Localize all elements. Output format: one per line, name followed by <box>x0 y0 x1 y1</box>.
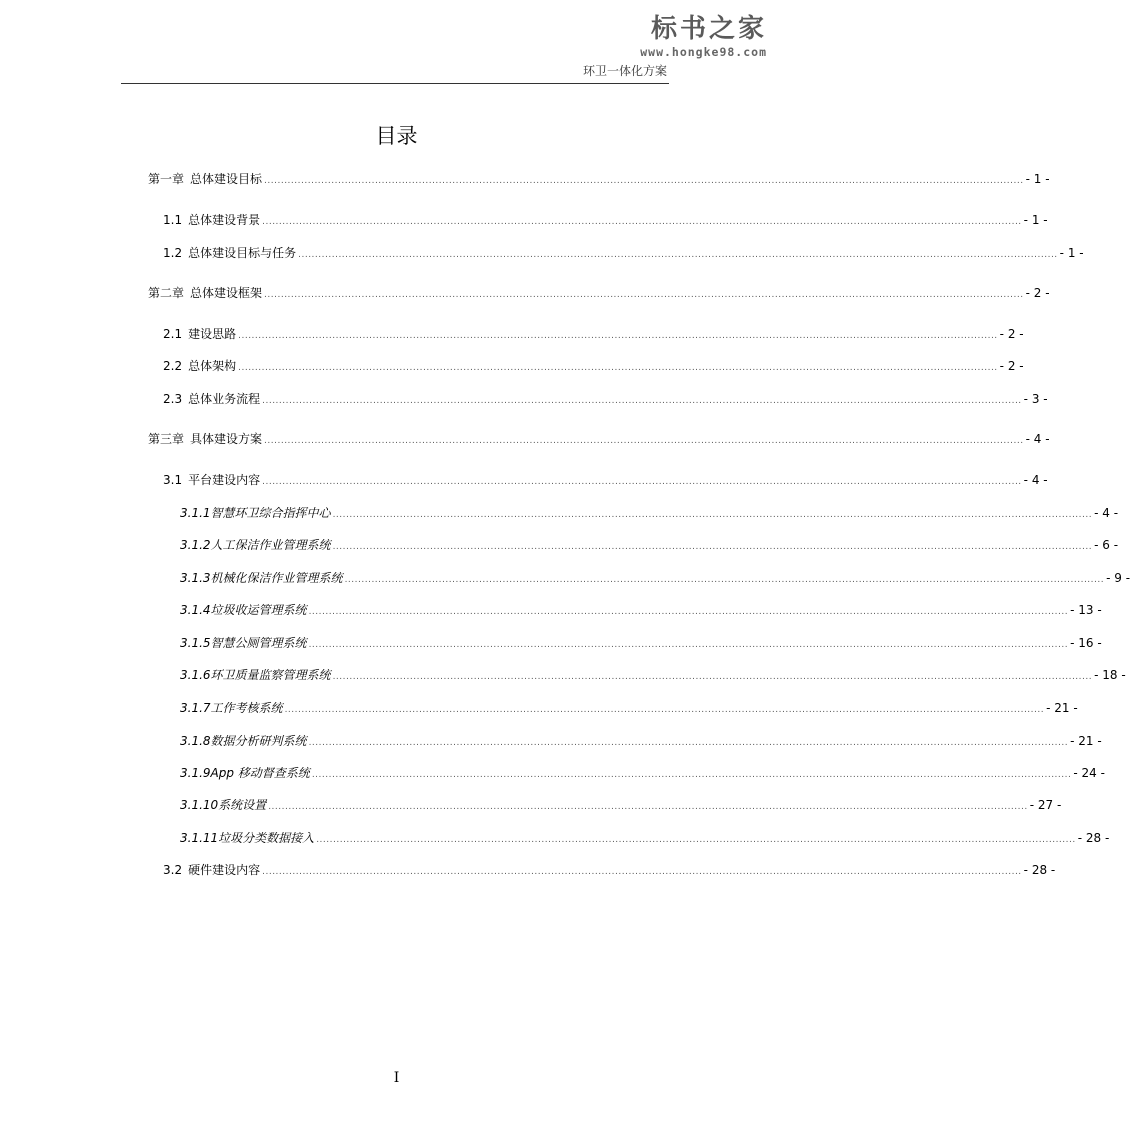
toc-entry-1-2[interactable] <box>163 245 1084 263</box>
toc-title: 目录 <box>375 124 418 148</box>
toc-entry-number: 3.1.6 <box>180 668 211 682</box>
toc-entry-number: 2.3 <box>163 392 183 406</box>
toc-leader-dots: .................................................................................................................................................................................................................................. <box>308 607 1069 617</box>
toc-entry-chapter-3[interactable] <box>148 431 1050 449</box>
toc-entry-text: 人工保洁作业管理系统 <box>210 538 331 552</box>
toc-entry-page: - 4 - <box>1025 432 1050 446</box>
toc-entry-number: 1.1 <box>163 213 183 227</box>
toc-entry-3-1-5[interactable] <box>180 635 1102 653</box>
toc-entry-2-1[interactable] <box>163 326 1024 344</box>
toc-entry-number: 第二章 <box>148 286 185 300</box>
toc-entry-number: 2.1 <box>163 327 183 341</box>
toc-entry-number: 3.1.10 <box>180 798 219 812</box>
toc-entry-page: - 4 - <box>1023 473 1048 487</box>
toc-leader-dots: .................................................................................................................................................................................................................................. <box>262 867 1022 877</box>
toc-entry-number: 3.1.5 <box>180 636 211 650</box>
toc-entry-text: 智慧公厕管理系统 <box>210 636 307 650</box>
toc-entry-page: - 16 - <box>1070 636 1102 650</box>
toc-entry-3-1-6[interactable] <box>180 667 1126 685</box>
toc-leader-dots: .................................................................................................................................................................................................................................. <box>308 640 1069 650</box>
toc-entry-number: 1.2 <box>163 246 183 260</box>
toc-entry-number: 3.1.11 <box>180 831 219 845</box>
toc-entry-text: 平台建设内容 <box>188 473 261 487</box>
toc-leader-dots: .................................................................................................................................................................................................................................. <box>344 575 1105 585</box>
toc-leader-dots: .................................................................................................................................................................................................................................. <box>238 331 998 341</box>
toc-entry-page: - 28 - <box>1077 831 1110 845</box>
toc-leader-dots: .................................................................................................................................................................................................................................. <box>262 217 1022 227</box>
toc-entry-chapter-1[interactable] <box>148 171 1050 189</box>
toc-leader-dots: .................................................................................................................................................................................................................................. <box>284 705 1045 715</box>
toc-leader-dots: .................................................................................................................................................................................................................................. <box>262 477 1022 487</box>
toc-entry-chapter-2[interactable] <box>148 285 1050 303</box>
toc-entry-page: - 24 - <box>1073 766 1105 780</box>
toc-entry-page: - 1 - <box>1025 172 1050 186</box>
toc-entry-number: 3.1.8 <box>180 734 211 748</box>
toc-entry-page: - 28 - <box>1023 863 1056 877</box>
toc-entry-text: 总体架构 <box>188 359 237 373</box>
toc-entry-text: 工作考核系统 <box>210 701 283 715</box>
toc-entry-text: 系统设置 <box>218 798 267 812</box>
toc-entry-3-1-7[interactable] <box>180 700 1078 718</box>
header-divider <box>121 83 669 84</box>
toc-entry-3-1-1[interactable] <box>180 505 1119 523</box>
toc-entry-page: - 6 - <box>1094 538 1119 552</box>
toc-leader-dots: .................................................................................................................................................................................................................................. <box>264 176 1024 186</box>
toc-entry-number: 3.1 <box>163 473 183 487</box>
toc-leader-dots: .................................................................................................................................................................................................................................. <box>316 835 1076 845</box>
toc-leader-dots: .................................................................................................................................................................................................................................. <box>332 510 1093 520</box>
toc-entry-text: App 移动督查系统 <box>210 766 310 780</box>
document-header-title: 环卫一体化方案 <box>582 64 667 78</box>
toc-leader-dots: .................................................................................................................................................................................................................................. <box>298 250 1058 260</box>
toc-leader-dots: .................................................................................................................................................................................................................................. <box>332 542 1093 552</box>
toc-entry-page: - 13 - <box>1070 603 1102 617</box>
toc-entry-page: - 2 - <box>999 327 1024 341</box>
toc-entry-3-2[interactable] <box>163 862 1056 880</box>
toc-entry-page: - 21 - <box>1046 701 1078 715</box>
toc-entry-text: 智慧环卫综合指挥中心 <box>210 506 331 520</box>
toc-entry-text: 机械化保洁作业管理系统 <box>210 571 343 585</box>
toc-entry-text: 数据分析研判系统 <box>210 734 307 748</box>
toc-entry-2-2[interactable] <box>163 358 1024 376</box>
toc-entry-3-1-9[interactable] <box>180 765 1105 783</box>
toc-entry-2-3[interactable] <box>163 391 1048 409</box>
toc-entry-page: - 2 - <box>1025 286 1050 300</box>
toc-entry-text: 总体业务流程 <box>188 392 261 406</box>
toc-entry-number: 3.1.7 <box>180 701 211 715</box>
toc-entry-page: - 27 - <box>1029 798 1062 812</box>
toc-entry-text: 具体建设方案 <box>190 432 263 446</box>
toc-entry-number: 2.2 <box>163 359 183 373</box>
toc-entry-number: 3.1.4 <box>180 603 211 617</box>
toc-entry-3-1[interactable] <box>163 472 1048 490</box>
toc-entry-number: 3.2 <box>163 863 183 877</box>
toc-entry-page: - 4 - <box>1094 506 1119 520</box>
toc-entry-number: 3.1.3 <box>180 571 211 585</box>
toc-entry-page: - 9 - <box>1106 571 1130 585</box>
site-logo <box>640 14 767 59</box>
toc-leader-dots: .................................................................................................................................................................................................................................. <box>262 396 1022 406</box>
toc-entry-text: 垃圾分类数据接入 <box>218 831 315 845</box>
toc-entry-3-1-11[interactable] <box>180 830 1110 848</box>
toc-leader-dots: .................................................................................................................................................................................................................................. <box>238 363 998 373</box>
toc-entry-3-1-3[interactable] <box>180 570 1130 588</box>
toc-leader-dots: .................................................................................................................................................................................................................................. <box>268 802 1028 812</box>
toc-entry-3-1-2[interactable] <box>180 537 1119 555</box>
toc-leader-dots: .................................................................................................................................................................................................................................. <box>308 738 1069 748</box>
toc-entry-page: - 2 - <box>999 359 1024 373</box>
toc-leader-dots: .................................................................................................................................................................................................................................. <box>264 436 1024 446</box>
toc-entry-3-1-8[interactable] <box>180 733 1102 751</box>
toc-entry-1-1[interactable] <box>163 212 1048 230</box>
toc-entry-text: 总体建设目标 <box>190 172 263 186</box>
toc-entry-number: 第一章 <box>148 172 185 186</box>
toc-entry-text: 垃圾收运管理系统 <box>210 603 307 617</box>
toc-entry-text: 总体建设背景 <box>188 213 261 227</box>
toc-leader-dots: .................................................................................................................................................................................................................................. <box>311 770 1072 780</box>
toc-leader-dots: .................................................................................................................................................................................................................................. <box>332 672 1093 682</box>
toc-entry-text: 总体建设目标与任务 <box>188 246 297 260</box>
toc-entry-page: - 1 - <box>1059 246 1084 260</box>
toc-entry-text: 总体建设框架 <box>190 286 263 300</box>
logo-url: www.hongke98.com <box>640 45 767 59</box>
page-number: I <box>393 1070 400 1086</box>
toc-entry-number: 第三章 <box>148 432 185 446</box>
toc-entry-3-1-4[interactable] <box>180 602 1102 620</box>
logo-title: 标书之家 <box>650 14 767 44</box>
toc-entry-page: - 18 - <box>1094 668 1126 682</box>
toc-leader-dots: .................................................................................................................................................................................................................................. <box>264 290 1024 300</box>
toc-entry-number: 3.1.2 <box>180 538 211 552</box>
toc-entry-text: 环卫质量监察管理系统 <box>210 668 331 682</box>
toc-entry-page: - 3 - <box>1023 392 1048 406</box>
toc-entry-text: 硬件建设内容 <box>188 863 261 877</box>
toc-entry-3-1-10[interactable] <box>180 797 1062 815</box>
toc-entry-page: - 21 - <box>1070 734 1102 748</box>
toc-entry-number: 3.1.9 <box>180 766 211 780</box>
toc-entry-text: 建设思路 <box>188 327 237 341</box>
toc-entry-number: 3.1.1 <box>180 506 211 520</box>
toc-entry-page: - 1 - <box>1023 213 1048 227</box>
